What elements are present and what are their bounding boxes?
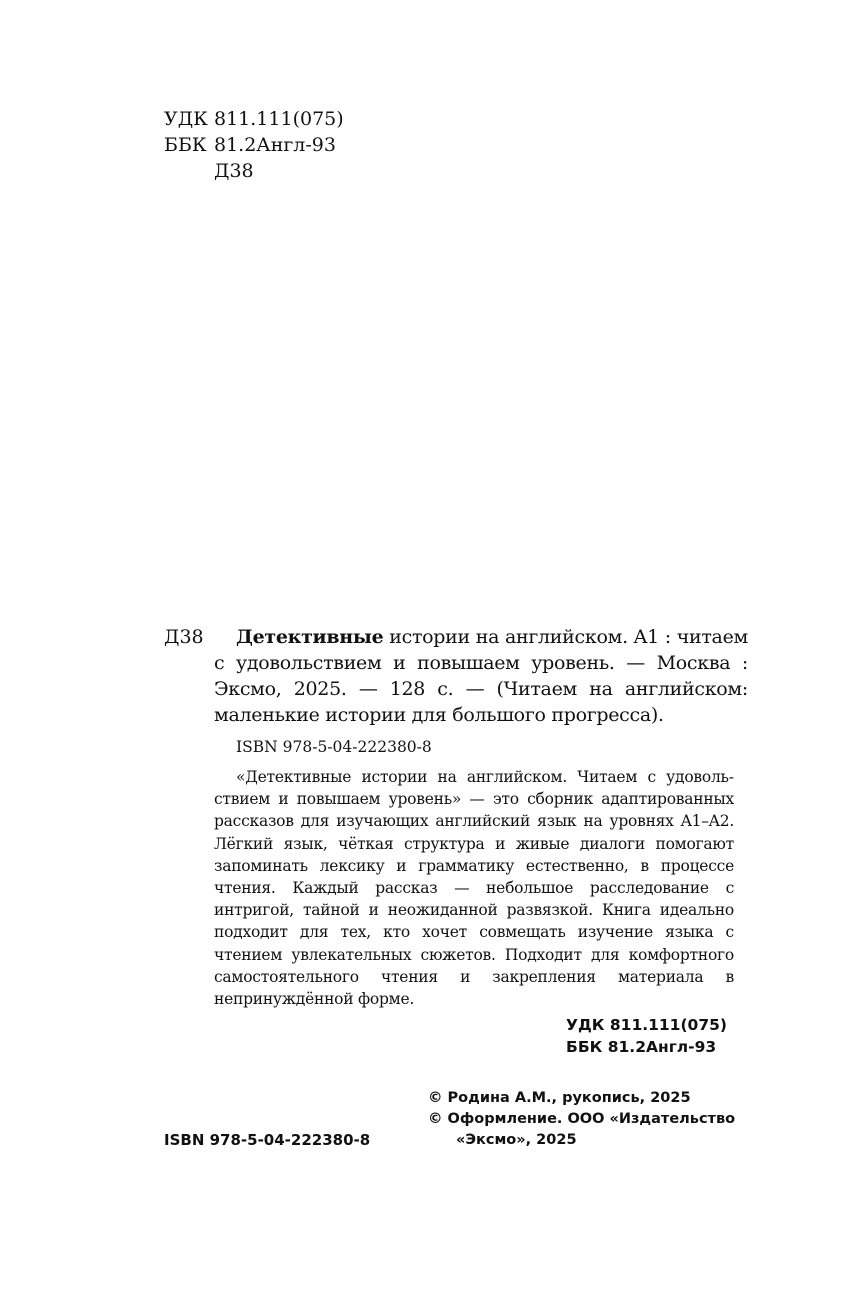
- bbk-code: ББК 81.2Англ-93: [566, 1038, 717, 1056]
- udk-row: [164, 106, 344, 132]
- udk-value: 811.111(075): [214, 108, 344, 130]
- entry-title-bold: Детективные: [236, 626, 384, 648]
- bbk-value: 81.2Англ-93: [214, 134, 336, 156]
- isbn-footer: ISBN 978-5-04-222380-8: [164, 1131, 371, 1149]
- udk-label: УДК: [164, 108, 208, 130]
- entry-description-text: истории на английском. A1 : читаем с удовольствием и повышаем уровень. — Москва : Эксмо, 2025. — 128 с. — (Читаем на английском: маленькие истории для большого прогресса).: [214, 626, 748, 726]
- copyright-author: © Родина А.М., рукопись, 2025: [428, 1090, 691, 1106]
- author-mark: Д38: [214, 160, 254, 182]
- entry-description: [214, 624, 748, 728]
- copyright-design: © Оформление. ООО «Издательство: [428, 1111, 736, 1127]
- udk-code: УДК 811.111(075): [566, 1016, 727, 1034]
- bbk-label: ББК: [164, 134, 207, 156]
- bibliographic-entry: [164, 624, 748, 728]
- entry-author-mark: Д38: [164, 626, 204, 648]
- isbn-line: ISBN 978-5-04-222380-8: [236, 738, 432, 756]
- header-codes: [164, 106, 344, 184]
- annotation: «Детективные истории на английском. Читаем с удовольствием и повышаем уровень» — это сборник адаптированных рассказов для изучающих английский язык на уровнях A1–A2. Лёгкий язык, чёткая структура и живые диалоги помогают запоминать лексику и грамматику естественно, в процессе чтения. Каждый рассказ — небольшое расследование с интригой, тайной и неожиданной развязкой. Книга идеально подходит для тех, кто хочет совмещать изучение языка с чтением увлекательных сюжетов. Подходит для комфортного самостоятельного чтения и закрепления материала в непринуждённой форме.: [214, 768, 734, 1009]
- copyright-block: [428, 1088, 735, 1151]
- bbk-row: [164, 132, 344, 158]
- classification-codes: [566, 1014, 727, 1058]
- copyright-publisher: «Эксмо», 2025: [456, 1132, 577, 1148]
